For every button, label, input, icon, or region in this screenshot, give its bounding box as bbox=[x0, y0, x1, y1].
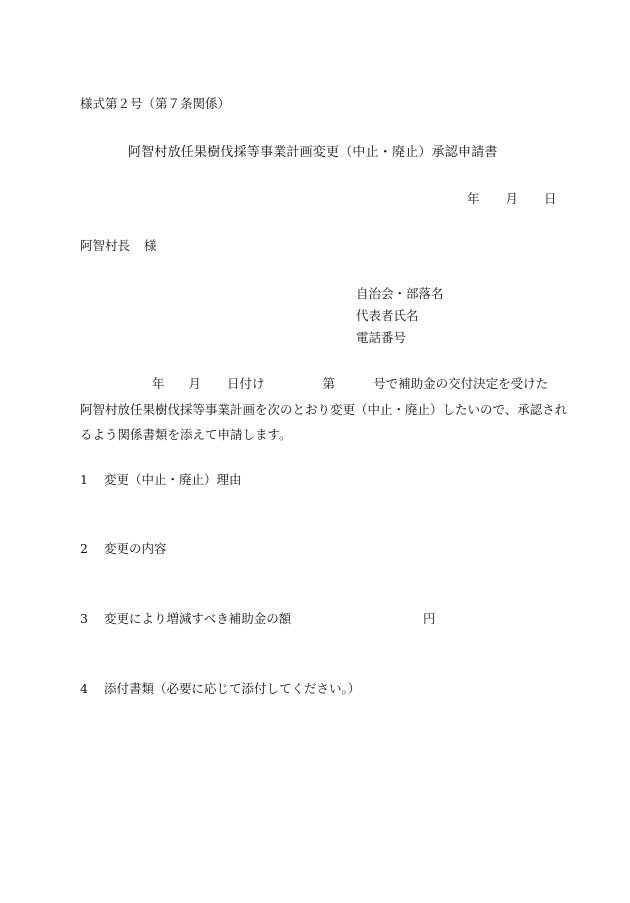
addressee bbox=[80, 240, 157, 253]
applicant-rep-label: 代表者氏名 bbox=[356, 308, 419, 323]
applicant-block bbox=[356, 288, 444, 354]
body-number-prefix: 第 bbox=[322, 376, 336, 391]
item-3-number: 3 bbox=[80, 611, 88, 626]
yen-unit: 円 bbox=[423, 611, 436, 626]
date-day: 日 bbox=[544, 191, 557, 206]
date-line bbox=[467, 193, 557, 206]
item-3 bbox=[80, 613, 291, 626]
body-month: 月 bbox=[188, 376, 202, 391]
body-year: 年 bbox=[152, 376, 165, 391]
item-1-label: 変更（中止・廃止）理由 bbox=[104, 472, 242, 487]
item-4-number: 4 bbox=[80, 681, 88, 696]
body-dated: 日付け bbox=[227, 376, 265, 391]
item-3-label: 変更により増減すべき補助金の額 bbox=[104, 611, 292, 626]
item-2-number: 2 bbox=[80, 541, 88, 556]
item-4-label: 添付書類（必要に応じて添付してください。） bbox=[104, 681, 361, 696]
date-month: 月 bbox=[505, 191, 519, 206]
applicant-org-label: 自治会・部落名 bbox=[356, 286, 444, 301]
item-2-label: 変更の内容 bbox=[104, 541, 167, 556]
item-1 bbox=[80, 474, 242, 487]
form-number: 様式第２号（第７条関係） bbox=[80, 96, 231, 111]
body-line-2: 阿智村放任果樹伐採等事業計画を次のとおり変更（中止・廃止）したいので、承認され bbox=[80, 402, 568, 417]
date-year: 年 bbox=[467, 191, 480, 206]
item-2 bbox=[80, 543, 167, 556]
addressee-honorific: 様 bbox=[144, 238, 157, 253]
applicant-phone-label: 電話番号 bbox=[356, 330, 407, 345]
body-line-1 bbox=[80, 378, 548, 391]
document-title: 阿智村放任果樹伐採等事業計画変更（中止・廃止）承認申請書 bbox=[128, 145, 498, 160]
item-1-number: 1 bbox=[80, 472, 88, 487]
addressee-name: 阿智村長 bbox=[80, 238, 131, 253]
item-4 bbox=[80, 683, 360, 696]
body-line-3: るよう関係書類を添えて申請します。 bbox=[80, 427, 292, 442]
body-line1-rest: 号で補助金の交付決定を受けた bbox=[373, 376, 549, 391]
